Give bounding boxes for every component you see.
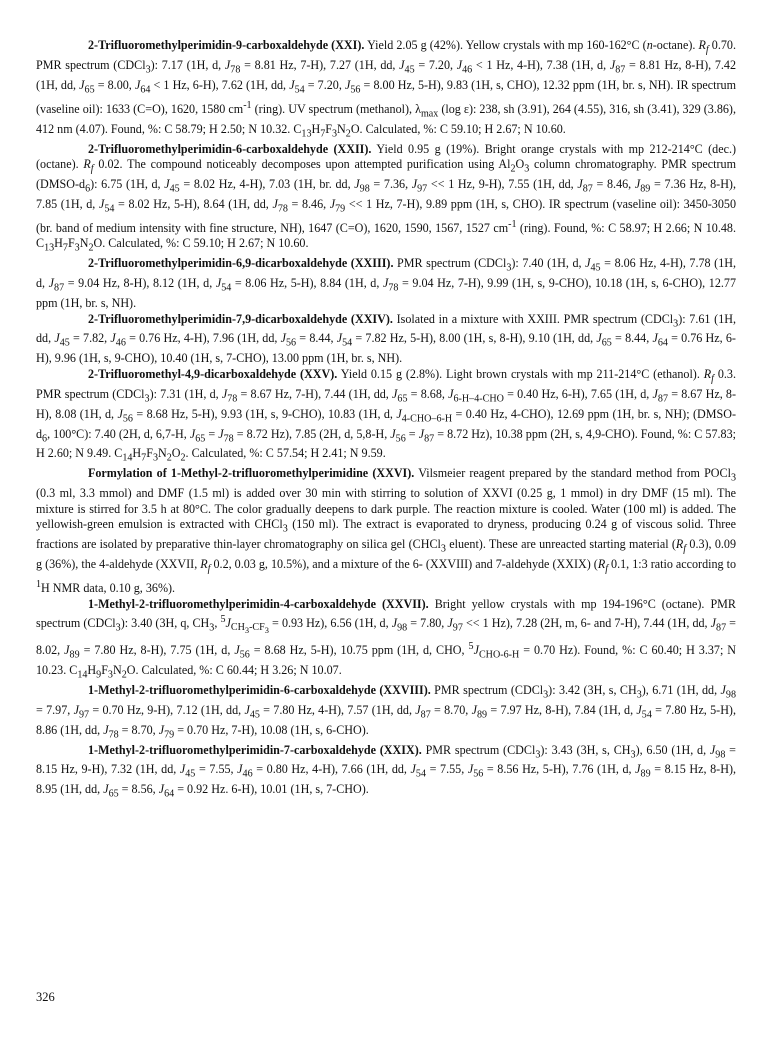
compound-heading: 2-Trifluoromethylperimidin-7,9-dicarboxaldehyde (XXIV). bbox=[88, 311, 393, 326]
experimental-paragraph bbox=[36, 367, 736, 467]
experimental-paragraph bbox=[36, 743, 736, 803]
paragraph-text: Vilsmeier reagent prepared by the standard method from POCl$_3$ (0.3 ml, 3.3 mmol) and DMF (1.5 ml) is added over 30 min with stirring to solution of XXVI (0.25 g, 1 mmol) in dry DMF (15 ml). The mixture is stirred for 3.5 h at 80°C. The color gradually deepens to dark purple. The reaction mixture is cooled. Water (100 ml) is added. The yellowish-green emulsion is extracted with CHCl$_3$ (150 ml). The extract is evaporated to dryness, producing 0.24 g of viscous solid. Three fractions are isolated by preparative thin-layer chromatography on silica gel (CHCl$_3$ eluent). These are unreacted starting material ($R_f$ 0.3), 0.09 g (36%), the 4-aldehyde (XXVII, $R_f$ 0.2, 0.03 g, 10.5%), and a mixture of the 6- (XXVIII) and 7-aldehyde (XXIX) ($R_f$ 0.1, 1:3 ratio according to $^1$H NMR data, 0.10 g, 36%). bbox=[36, 466, 737, 596]
compound-heading: 2-Trifluoromethylperimidin-6-carboxaldehyde (XXII). bbox=[88, 141, 372, 156]
page-body bbox=[36, 38, 736, 802]
experimental-paragraph bbox=[36, 683, 736, 743]
paragraph-text: Yield 2.05 g (42%). Yellow crystals with mp 160-162°C (n-octane). $R_f$ 0.70. PMR spectrum (CDCl$_3$): 7.17 (1H, d, $J_{78} = 8.81$ Hz, 7-H), 7.27 (1H, dd, $J_{45} = 7.20$, $J_{46} < 1$ Hz, 4-H), 7.38 (1H, d, $J_{87} = 8.81$ Hz, 8-H), 7.42 (1H, dd, $J_{65} = 8.00$, $J_{64} < 1$ Hz, 6-H), 7.62 (1H, dd, $J_{54} = 7.20$, $J_{56} = 8.00$ Hz, 5-H), 9.83 (1H, s, CHO), 12.32 ppm (1H, br. s, NH). IR spectrum (vaseline oil): 1633 (C=O), 1620, 1580 $cm^{-1}$ (ring). UV spectrum (methanol), $\lambda_{max}$ (log ε): 238, sh (3.91), 264 (4.55), 316, sh (3.41), 329 (3.86), 412 nm (4.07). Found, %: C 58.79; H 2.50; N 10.32. $C_{13}H_7F_3N_2O$. Calculated, %: C 59.10; H 2.67; N 10.60. bbox=[36, 38, 736, 140]
paragraph-text: PMR spectrum (CDCl$_3$): 7.40 (1H, d, $J_{45} = 8.06$ Hz, 4-H), 7.78 (1H, d, $J_{87} = 9.04$ Hz, 8-H), 8.12 (1H, d, $J_{54} = 8.06$ Hz, 5-H), 8.84 (1H, d, $J_{78} = 9.04$ Hz, 7-H), 9.99 (1H, s, 9-CHO), 10.18 (1H, s, 6-CHO), 12.77 ppm (1H, br. s, NH). bbox=[36, 256, 737, 311]
compound-heading: 2-Trifluoromethyl-4,9-dicarboxaldehyde (XXV). bbox=[88, 366, 338, 381]
experimental-paragraph bbox=[36, 466, 736, 596]
page-number: 326 bbox=[36, 990, 55, 1004]
experimental-paragraph bbox=[36, 256, 736, 311]
compound-heading: 1-Methyl-2-trifluoromethylperimidin-6-carboxaldehyde (XXVIII). bbox=[88, 682, 431, 697]
paragraph-text: Bright yellow crystals with mp 194-196°C (octane). PMR spectrum (CDCl$_3$): 3.40 (3H, q, $CH_3$, $^5J_{CH_3-CF_3} = 0.93$ Hz), 6.56 (1H, d, $J_{98} = 7.80$, $J_{97} << 1$ Hz), 7.28 (2H, m, 6- and 7-H), 7.44 (1H, dd, $J_{87} = 8.02$, $J_{89} = 7.80$ Hz, 8-H), 7.75 (1H, d, $J_{56} = 8.68$ Hz, 5-H), 10.75 ppm (1H, d, CHO, $^5J_{CHO-6-H} = 0.70$ Hz). Found, %: C 60.40; H 3.37; N 10.23. $C_{14}H_9F_3N_2O$. Calculated, %: C 60.44; H 3.26; N 10.07. bbox=[36, 596, 737, 681]
paragraph-text: Yield 0.15 g (2.8%). Light brown crystals with mp 211-214°C (ethanol). $R_f$ 0.3. PMR spectrum (CDCl$_3$): 7.31 (1H, d, $J_{78} = 8.67$ Hz, 7-H), 7.44 (1H, dd, $J_{65} = 8.68$, $J_{6-H-4-CHO} = 0.40$ Hz, 6-H), 7.65 (1H, d, $J_{87} = 8.67$ Hz, 8-H), 8.08 (1H, d, $J_{56} = 8.68$ Hz, 5-H), 9.93 (1H, s, 9-CHO), 10.83 (1H, d, $J_{4-CHO-6-H} = 0.40$ Hz, 4-CHO), 12.69 ppm (1H, br. s, NH); ($DMSO-d_6$, 100°C): 7.40 (2H, d, 6,7-H, $J_{65} = J_{78} = 8.72$ Hz), 7.85 (2H, d, 5,8-H, $J_{56} = J_{87} = 8.72$ Hz), 10.38 ppm (2H, s, 4,9-CHO). Found, %: C 57.83; H 2.60; N 9.49. $C_{14}H_7F_3N_2O_2$. Calculated, %: C 57.54; H 2.41; N 9.59. bbox=[36, 366, 737, 464]
paragraph-text: Yield 0.95 g (19%). Bright orange crystals with mp 212-214°C (dec.) (octane). $R_f$ 0.02. The compound noticeably decomposes upon attempted purification using $Al_2O_3$ column chromatography. PMR spectrum $(DMSO-d_6)$: 6.75 (1H, d, $J_{45} = 8.02$ Hz, 4-H), 7.03 (1H, br. dd, $J_{98} = 7.36$, $J_{97} << 1$ Hz, 9-H), 7.55 (1H, dd, $J_{87} = 8.46$, $J_{89} = 7.36$ Hz, 8-H), 7.85 (1H, d, $J_{54} = 8.02$ Hz, 5-H), 8.64 (1H, dd, $J_{78} = 8.46$, $J_{79} << 1$ Hz, 7-H), 9.89 ppm (1H, s, CHO). IR spectrum (vaseline oil): 3450-3050 (br. band of medium intensity with fine structure, NH), 1647 (C=O), 1620, 1590, 1567, 1527 $cm^{-1}$ (ring). Found, %: C 58.97; H 2.66; N 10.48. $C_{13}H_7F_3N_2O$. Calculated, %: C 59.10; H 2.67; N 10.60. bbox=[36, 141, 736, 254]
compound-heading: 1-Methyl-2-trifluoromethylperimidin-7-carboxaldehyde (XXIX). bbox=[88, 742, 422, 757]
paragraph-text: Isolated in a mixture with XXIII. PMR spectrum (CDCl$_3$): 7.61 (1H, dd, $J_{45} = 7.82$, $J_{46} = 0.76$ Hz, 4-H), 7.96 (1H, dd, $J_{56} = 8.44$, $J_{54} = 7.82$ Hz, 5-H), 8.00 (1H, s, 8-H), 9.10 (1H, dd, $J_{65} = 8.44$, $J_{64} = 0.76$ Hz, 6-H), 9.96 (1H, s, 9-CHO), 10.40 (1H, s, 7-CHO), 13.00 ppm (1H, br. s, NH). bbox=[36, 311, 736, 366]
compound-heading: Formylation of 1-Methyl-2-trifluoromethylperimidine (XXVI). bbox=[88, 466, 415, 481]
compound-heading: 2-Trifluoromethylperimidin-6,9-dicarboxaldehyde (XXIII). bbox=[88, 256, 394, 271]
compound-heading: 1-Methyl-2-trifluoromethylperimidin-4-carboxaldehyde (XXVII). bbox=[88, 596, 429, 611]
compound-heading: 2-Trifluoromethylperimidin-9-carboxaldehyde (XXI). bbox=[88, 38, 365, 52]
experimental-paragraph bbox=[36, 597, 736, 683]
experimental-paragraph bbox=[36, 38, 736, 142]
paragraph-text: PMR spectrum (CDCl$_3$): 3.42 (3H, s, $CH_3$), 6.71 (1H, dd, $J_{98} = 7.97$, $J_{97} = 0.70$ Hz, 9-H), 7.12 (1H, dd, $J_{45} = 7.80$ Hz, 4-H), 7.57 (1H, dd, $J_{87} = 8.70$, $J_{89} = 7.97$ Hz, 8-H), 7.84 (1H, d, $J_{54} = 7.80$ Hz, 5-H), 8.86 (1H, dd, $J_{78} = 8.70$, $J_{79} = 0.70$ Hz, 7-H), 10.08 (1H, s, 6-CHO). bbox=[36, 682, 736, 741]
experimental-paragraph bbox=[36, 142, 736, 257]
paragraph-text: PMR spectrum (CDCl$_3$): 3.43 (3H, s, $CH_3$), 6.50 (1H, d, $J_{98} = 8.15$ Hz, 9-H), 7.32 (1H, dd, $J_{45} = 7.55$, $J_{46} = 0.80$ Hz, 4-H), 7.66 (1H, dd, $J_{54} = 7.55$, $J_{56} = 8.56$ Hz, 5-H), 7.76 (1H, d, $J_{89} = 8.15$ Hz, 8-H), 8.95 (1H, dd, $J_{65} = 8.56$, $J_{64} = 0.92$ Hz. 6-H), 10.01 (1H, s, 7-CHO). bbox=[36, 742, 736, 800]
experimental-paragraph bbox=[36, 312, 736, 367]
